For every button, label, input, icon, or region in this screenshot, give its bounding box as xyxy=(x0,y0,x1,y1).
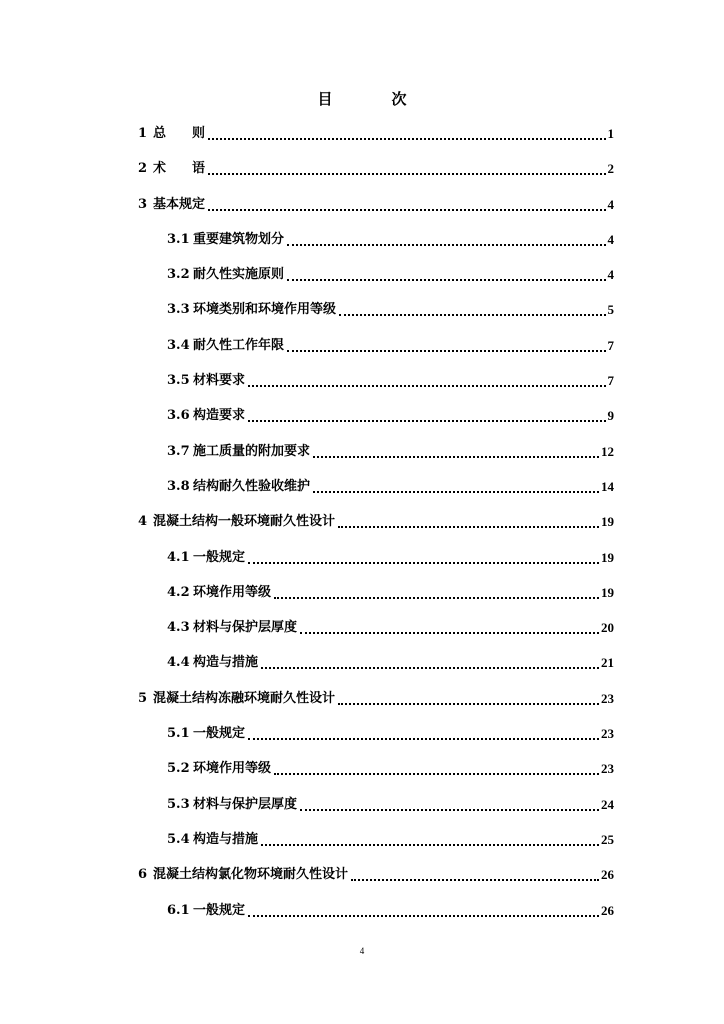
toc-entry-number: 3.5 xyxy=(167,373,190,389)
toc-entry-title: 重要建筑物划分 xyxy=(193,231,285,247)
toc-entry-title: 混凝土结构氯化物环境耐久性设计 xyxy=(153,867,349,883)
toc-entry-number: 3.6 xyxy=(167,408,190,424)
toc-dot-leader xyxy=(261,650,599,669)
toc-entry-number: 3 xyxy=(138,196,148,212)
toc-entry-text xyxy=(167,827,258,853)
toc-dot-leader xyxy=(208,156,605,175)
toc-entry-text xyxy=(138,509,335,535)
toc-entry-title: 材料与保护层厚度 xyxy=(193,620,298,636)
toc-entry-page: 24 xyxy=(601,796,614,812)
toc-entry-page: 19 xyxy=(601,549,614,565)
toc-entry-text xyxy=(167,333,284,359)
toc-entry-page: 23 xyxy=(601,690,614,706)
toc-entry-page: 4 xyxy=(607,231,614,247)
toc-dot-leader xyxy=(351,862,599,881)
toc-entry[interactable] xyxy=(0,827,724,862)
toc-entry-number: 4.2 xyxy=(167,584,190,600)
toc-entry-title: 一般规定 xyxy=(193,902,246,918)
toc-entry-page: 7 xyxy=(607,337,614,353)
toc-entry-text xyxy=(167,368,245,394)
toc-dot-leader xyxy=(208,192,605,211)
toc-entry-text xyxy=(138,121,205,147)
toc-entry-text xyxy=(167,756,271,782)
toc-entry-page: 26 xyxy=(601,902,614,918)
toc-entry-number: 5 xyxy=(138,690,148,706)
toc-entry-number: 3.8 xyxy=(167,478,190,494)
toc-entry-title: 基本规定 xyxy=(153,196,206,212)
toc-entry-number: 5.3 xyxy=(167,796,190,812)
toc-entry-page: 26 xyxy=(601,867,614,883)
toc-entry[interactable] xyxy=(0,615,724,650)
toc-entry[interactable] xyxy=(0,262,724,297)
toc-dot-leader xyxy=(313,439,599,458)
toc-entry-text xyxy=(167,403,245,429)
toc-entry-page: 25 xyxy=(601,831,614,847)
toc-entry[interactable] xyxy=(0,192,724,227)
toc-entry-title: 混凝土结构一般环境耐久性设计 xyxy=(153,514,336,530)
toc-entry-title: 术 语 xyxy=(153,161,206,177)
toc-entry[interactable] xyxy=(0,227,724,262)
toc-entry-page: 23 xyxy=(601,761,614,777)
toc-entry-text xyxy=(167,650,258,676)
toc-entry-number: 6 xyxy=(138,867,148,883)
toc-entry-text xyxy=(138,192,205,218)
toc-entry-page: 2 xyxy=(607,161,614,177)
toc-entry[interactable] xyxy=(0,721,724,756)
toc-entry-text xyxy=(167,545,245,571)
toc-dot-leader xyxy=(287,262,605,281)
toc-entry-number: 4.1 xyxy=(167,549,190,565)
toc-entry[interactable] xyxy=(0,474,724,509)
toc-entry-number: 4.4 xyxy=(167,655,190,671)
toc-entry-title: 施工质量的附加要求 xyxy=(193,443,311,459)
toc-entry-text xyxy=(167,580,271,606)
toc-entry-page: 9 xyxy=(607,408,614,424)
page-title: 目 次 xyxy=(317,90,429,108)
toc-entry-page: 19 xyxy=(601,584,614,600)
toc-dot-leader xyxy=(339,297,605,316)
toc-entry[interactable] xyxy=(0,898,724,933)
toc-entry[interactable] xyxy=(0,156,724,191)
toc-entry-page: 4 xyxy=(607,196,614,212)
toc-entry-page: 4 xyxy=(607,267,614,283)
toc-entry-text xyxy=(167,297,336,323)
toc-entry-page: 19 xyxy=(601,514,614,530)
toc-dot-leader xyxy=(287,227,605,246)
toc-entry-title: 一般规定 xyxy=(193,726,246,742)
toc-dot-leader xyxy=(300,615,599,634)
toc-entry-text xyxy=(138,862,348,888)
toc-entry-text xyxy=(167,227,284,253)
toc-entry-number: 4 xyxy=(138,514,148,530)
toc-entry-number: 6.1 xyxy=(167,902,190,918)
toc-entry-number: 3.2 xyxy=(167,267,190,283)
toc-entry-title: 一般规定 xyxy=(193,549,246,565)
toc-entry-number: 5.4 xyxy=(167,831,190,847)
toc-entry-page: 1 xyxy=(607,126,614,141)
toc-entry-number: 5.1 xyxy=(167,726,190,742)
toc-dot-leader xyxy=(248,898,599,917)
toc-entry-page: 20 xyxy=(601,620,614,636)
toc-entry[interactable] xyxy=(0,121,724,156)
toc-entry-number: 3.1 xyxy=(167,231,190,247)
toc-dot-leader xyxy=(248,721,599,740)
toc-entry-title: 材料与保护层厚度 xyxy=(193,796,298,812)
toc-entry[interactable] xyxy=(0,862,724,897)
toc-entry-text xyxy=(167,721,245,747)
footer-page-number: 4 xyxy=(359,946,365,956)
toc-entry-title: 结构耐久性验收维护 xyxy=(193,478,311,494)
toc-entry-text xyxy=(167,898,245,924)
toc-dot-leader xyxy=(208,121,605,140)
toc-entry[interactable] xyxy=(0,580,724,615)
toc-entry-title: 材料要求 xyxy=(193,373,246,389)
toc-entry[interactable] xyxy=(0,686,724,721)
toc-entry-page: 7 xyxy=(607,373,614,389)
toc-entry-title: 耐久性实施原则 xyxy=(193,267,285,283)
toc-dot-leader xyxy=(248,403,605,422)
toc-entry[interactable] xyxy=(0,650,724,685)
toc-entry-number: 4.3 xyxy=(167,620,190,636)
toc-dot-leader xyxy=(261,827,599,846)
toc-entry-title: 构造要求 xyxy=(193,408,246,424)
toc-entry[interactable] xyxy=(0,368,724,403)
toc-dot-leader xyxy=(338,509,599,528)
toc-entry-number: 5.2 xyxy=(167,761,190,777)
toc-entry-number: 3.3 xyxy=(167,302,190,318)
toc-entry[interactable] xyxy=(0,756,724,791)
toc-entry[interactable] xyxy=(0,403,724,438)
toc-entry-text xyxy=(167,792,297,818)
toc-entry-title: 混凝土结构冻融环境耐久性设计 xyxy=(153,690,336,706)
toc-entry[interactable] xyxy=(0,545,724,580)
toc-dot-leader xyxy=(338,686,599,705)
toc-entry[interactable] xyxy=(0,792,724,827)
toc-dot-leader xyxy=(248,368,605,387)
table-of-contents xyxy=(0,121,724,933)
toc-dot-leader xyxy=(248,545,599,564)
toc-entry-text xyxy=(138,686,335,712)
toc-entry-title: 构造与措施 xyxy=(193,655,259,671)
toc-entry-page: 14 xyxy=(601,478,614,494)
toc-dot-leader xyxy=(300,792,599,811)
toc-entry-title: 耐久性工作年限 xyxy=(193,337,285,353)
toc-entry-title: 总 则 xyxy=(153,126,206,141)
toc-dot-leader xyxy=(287,333,605,352)
toc-entry-page: 21 xyxy=(601,655,614,671)
toc-entry-page: 12 xyxy=(601,443,614,459)
toc-entry-text xyxy=(167,615,297,641)
toc-entry-title: 构造与措施 xyxy=(193,831,259,847)
toc-entry-number: 2 xyxy=(138,161,148,177)
toc-entry-number: 3.4 xyxy=(167,337,190,353)
toc-entry-title: 环境作用等级 xyxy=(193,584,272,600)
toc-entry-text xyxy=(167,262,284,288)
toc-entry[interactable] xyxy=(0,509,724,544)
toc-entry-text xyxy=(167,439,310,465)
toc-dot-leader xyxy=(274,756,599,775)
toc-dot-leader xyxy=(313,474,599,493)
toc-entry[interactable] xyxy=(0,333,724,368)
toc-entry[interactable] xyxy=(0,439,724,474)
toc-entry-page: 5 xyxy=(607,302,614,318)
toc-entry-text xyxy=(138,156,205,182)
toc-entry-title: 环境类别和环境作用等级 xyxy=(193,302,337,318)
toc-entry-text xyxy=(167,474,310,500)
toc-entry-number: 3.7 xyxy=(167,443,190,459)
toc-entry[interactable] xyxy=(0,297,724,332)
toc-dot-leader xyxy=(274,580,599,599)
toc-entry-title: 环境作用等级 xyxy=(193,761,272,777)
toc-entry-number: 1 xyxy=(138,126,148,141)
toc-entry-page: 23 xyxy=(601,726,614,742)
